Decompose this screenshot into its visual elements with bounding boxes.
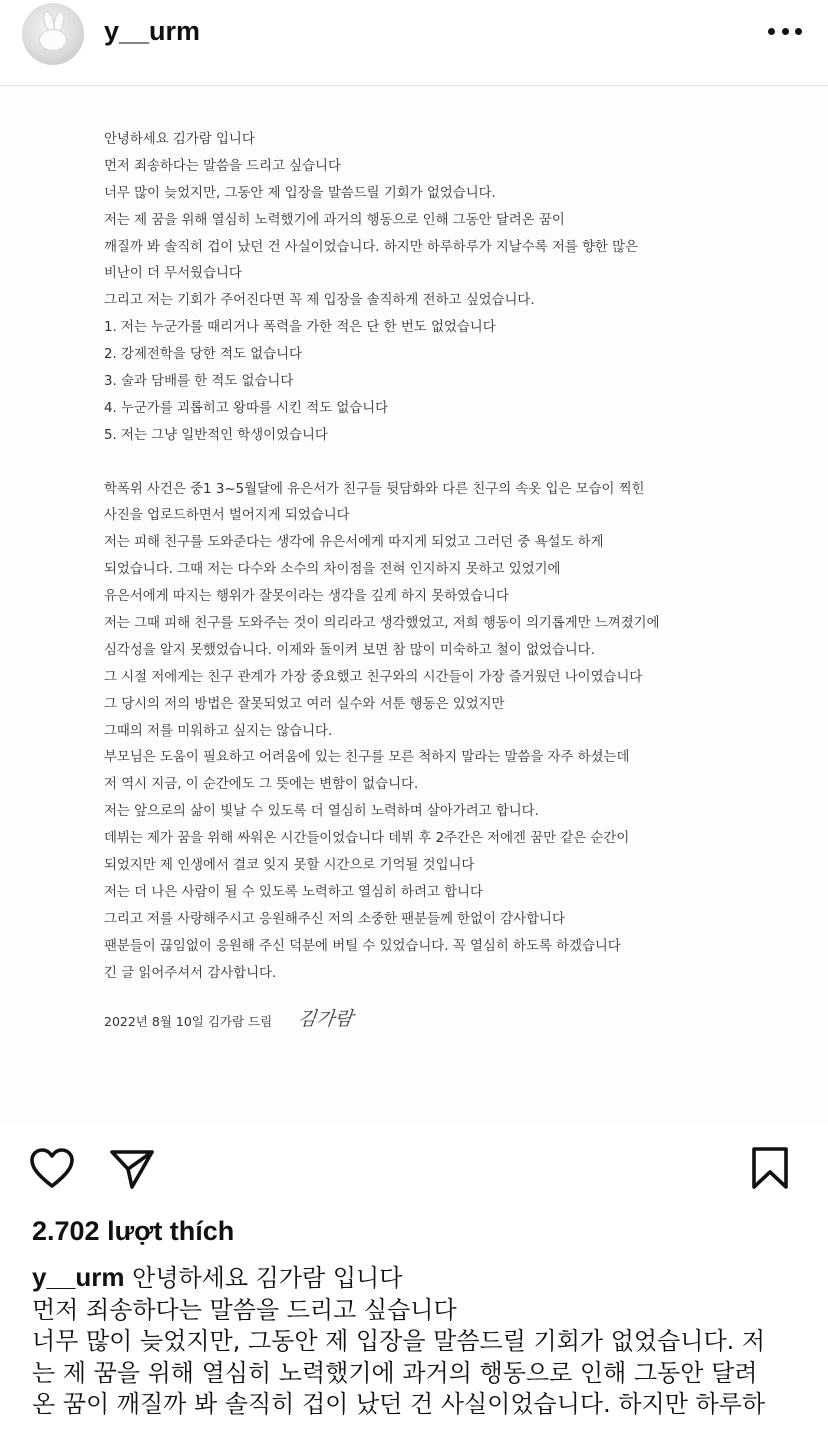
caption-first-line <box>32 1262 800 1295</box>
avatar[interactable] <box>22 3 84 65</box>
letter-line: 긴 글 읽어주셔서 감사합니다. <box>104 965 277 981</box>
dot <box>768 28 775 35</box>
like-count[interactable]: 2.702 lượt thích <box>32 1216 235 1246</box>
paragraph-gap <box>104 450 724 477</box>
letter-line: 학폭위 사건은 중1 3~5월달에 유은서가 친구들 뒷담화와 다른 친구의 속옷 입은 모습이 찍힌 <box>104 481 645 497</box>
action-bar <box>0 1140 828 1200</box>
letter-line: 1. 저는 누군가를 때리거나 폭력을 가한 적은 단 한 번도 없었습니다 <box>104 320 496 336</box>
caption-username[interactable]: y__urm <box>32 1262 125 1292</box>
like-button[interactable] <box>26 1140 78 1196</box>
caption-body <box>32 1295 800 1421</box>
letter-line: 사진을 업로드하면서 벌어지게 되었습니다 <box>104 508 350 524</box>
letter-text <box>104 127 724 988</box>
letter-line: 저는 앞으로의 삶이 빛날 수 있도록 더 열심히 노력하며 살아가려고 합니다. <box>104 804 539 820</box>
letter-line: 저는 더 나은 사람이 될 수 있도록 노력하고 열심히 하려고 합니다 <box>104 884 483 900</box>
caption-text: 안녕하세요 김가람 입니다 <box>124 1264 403 1292</box>
caption-line: 먼저 죄송하다는 말씀을 드리고 싶습니다 <box>32 1295 457 1324</box>
send-icon <box>108 1145 156 1191</box>
letter-line: 너무 많이 늦었지만, 그동안 제 입장을 말씀드릴 기회가 없었습니다. <box>104 185 496 201</box>
letter-line: 깨질까 봐 솔직히 겁이 났던 건 사실이었습니다. 하지만 하루하루가 지날수록 저를 향한 많은 <box>104 239 638 255</box>
letter-line: 5. 저는 그냥 일반적인 학생이었습니다 <box>104 427 328 443</box>
letter-line: 되었습니다. 그때 저는 다수와 소수의 차이점을 전혀 인지하지 못하고 있었기에 <box>104 562 561 578</box>
save-button[interactable] <box>744 1140 796 1196</box>
handwritten-signature: 김가람 <box>296 1008 355 1030</box>
letter-closing: 2022년 8월 10일 김가람 드림 <box>104 1014 273 1029</box>
dot <box>782 28 789 35</box>
post-image[interactable] <box>0 87 828 1125</box>
more-options-icon[interactable] <box>768 22 802 40</box>
letter-line: 저는 그때 피해 친구를 도와주는 것이 의리라고 생각했었고, 저희 행동이 의기롭게만 느껴졌기에 <box>104 616 660 632</box>
letter-line: 팬분들이 끊임없이 응원해 주신 덕분에 버틸 수 있었습니다. 꼭 열심히 하도록 하겠습니다 <box>104 938 621 954</box>
username[interactable]: y__urm <box>104 16 201 46</box>
letter-line: 비난이 더 무서웠습니다 <box>104 266 242 282</box>
letter-line: 심각성을 알지 못했었습니다. 이제와 돌이켜 보면 참 많이 미숙하고 철이 없었습니다. <box>104 642 595 658</box>
caption-line: 는 제 꿈을 위해 열심히 노력했기에 과거의 행동으로 인해 그동안 달려 <box>32 1358 758 1387</box>
letter-line: 되었지만 제 인생에서 결코 잊지 못할 시간으로 기억될 것입니다 <box>104 858 475 874</box>
letter-line: 유은서에게 따지는 행위가 잘못이라는 생각을 깊게 하지 못하였습니다 <box>104 589 509 605</box>
letter-line: 먼저 죄송하다는 말씀을 드리고 싶습니다 <box>104 158 341 174</box>
letter-line: 저 역시 지금, 이 순간에도 그 뜻에는 변함이 없습니다. <box>104 777 419 793</box>
rabbit-head <box>39 29 67 51</box>
letter-line: 그 당시의 저의 방법은 잘못되었고 여러 실수와 서툰 행동은 있었지만 <box>104 696 505 712</box>
letter-line: 데뷔는 제가 꿈을 위해 싸워온 시간들이었습니다 데뷔 후 2주간은 저에겐 꿈만 같은 순간이 <box>104 831 630 847</box>
letter-line: 3. 술과 담배를 한 적도 없습니다 <box>104 374 294 390</box>
letter-line: 안녕하세요 김가람 입니다 <box>104 132 255 147</box>
letter-line: 2. 강제전학을 당한 적도 없습니다 <box>104 347 302 363</box>
letter-line: 그 시절 저에게는 친구 관계가 가장 중요했고 친구와의 시간들이 가장 즐거웠던 나이였습니다 <box>104 669 643 685</box>
letter-line: 부모님은 도움이 필요하고 어려움에 있는 친구를 모른 척하지 말라는 말씀을 자주 하셨는데 <box>104 750 630 766</box>
letter-line: 그리고 저를 사랑해주시고 응원해주신 저의 소중한 팬분들께 한없이 감사합니다 <box>104 911 565 927</box>
caption-line: 너무 많이 늦었지만, 그동안 제 입장을 말씀드릴 기회가 없었습니다. 저 <box>32 1327 766 1355</box>
letter-line: 그때의 저를 미워하고 싶지는 않습니다. <box>104 723 333 739</box>
letter-line: 4. 누군가를 괴롭히고 왕따를 시킨 적도 없습니다 <box>104 400 389 416</box>
heart-icon <box>28 1146 76 1190</box>
bookmark-icon <box>750 1145 790 1191</box>
letter-line: 저는 제 꿈을 위해 열심히 노력했기에 과거의 행동으로 인해 그동안 달려온 꿈이 <box>104 212 565 228</box>
letter-line: 저는 피해 친구를 도와준다는 생각에 유은서에게 따지게 되었고 그러던 중 욕설도 하게 <box>104 535 604 551</box>
dot <box>795 28 802 35</box>
share-button[interactable] <box>106 1140 158 1196</box>
caption-line: 온 꿈이 깨질까 봐 솔직히 겁이 났던 건 사실이었습니다. 하지만 하루하 <box>32 1390 766 1418</box>
caption <box>32 1262 800 1421</box>
letter-line: 그리고 저는 기회가 주어진다면 꼭 제 입장을 솔직하게 전하고 싶었습니다. <box>104 293 535 309</box>
post-header <box>0 0 828 86</box>
